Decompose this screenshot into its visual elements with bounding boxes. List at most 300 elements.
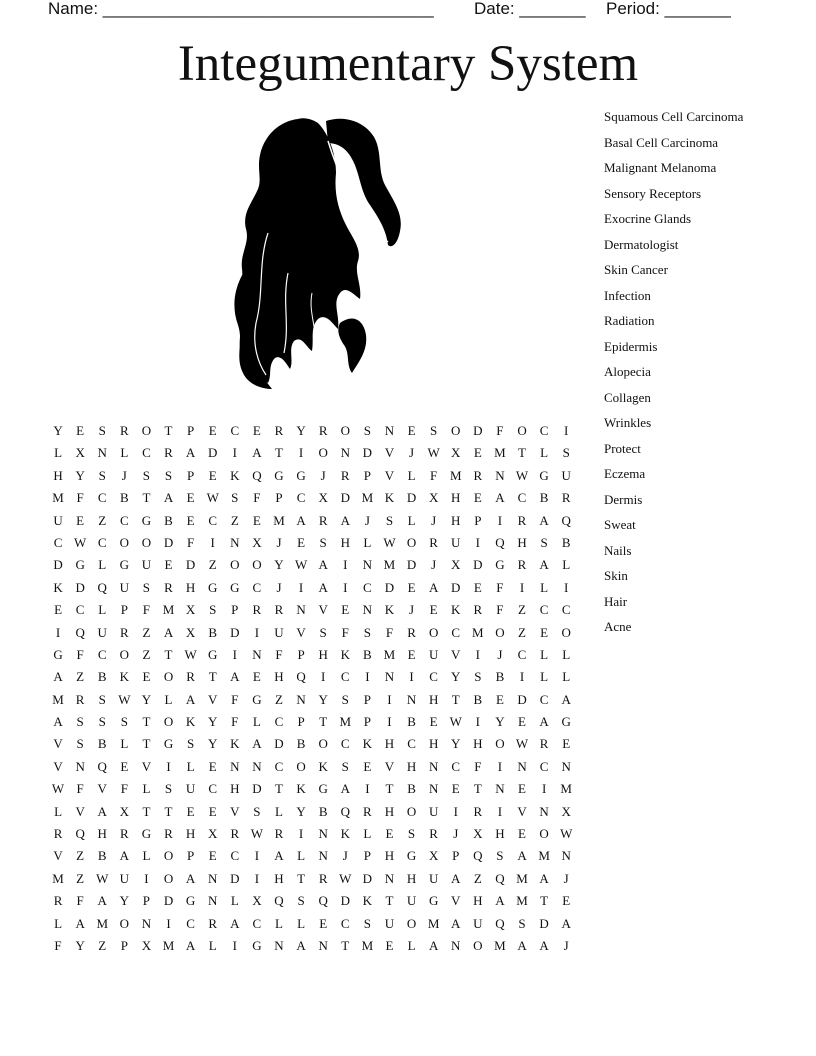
grid-letter[interactable]: Z — [230, 512, 239, 528]
grid-letter[interactable]: E — [252, 423, 261, 438]
grid-letter[interactable]: F — [54, 937, 62, 953]
grid-letter[interactable]: N — [539, 803, 549, 819]
grid-letter[interactable]: U — [473, 915, 483, 931]
grid-letter[interactable]: N — [252, 758, 262, 774]
grid-letter[interactable]: C — [340, 669, 350, 685]
grid-letter[interactable]: L — [98, 557, 107, 573]
grid-letter[interactable]: G — [75, 557, 85, 573]
grid-letter[interactable]: A — [252, 445, 262, 461]
grid-letter[interactable]: E — [252, 669, 261, 685]
grid-letter[interactable]: L — [98, 602, 107, 618]
grid-letter[interactable]: T — [341, 937, 350, 953]
grid-letter[interactable]: K — [230, 736, 240, 752]
grid-letter[interactable]: T — [164, 423, 173, 438]
grid-letter[interactable]: Q — [75, 826, 85, 842]
grid-letter[interactable]: V — [384, 758, 395, 774]
grid-letter[interactable]: E — [451, 781, 460, 797]
grid-letter[interactable]: O — [495, 624, 505, 640]
grid-letter[interactable]: N — [428, 781, 439, 797]
grid-letter[interactable]: E — [407, 579, 416, 595]
grid-letter[interactable]: W — [51, 781, 65, 797]
grid-letter[interactable]: I — [365, 781, 370, 797]
grid-letter[interactable]: M — [52, 870, 64, 886]
grid-letter[interactable]: L — [275, 803, 283, 819]
grid-letter[interactable]: I — [564, 423, 569, 438]
grid-letter[interactable]: R — [561, 490, 571, 506]
grid-letter[interactable]: I — [541, 781, 547, 797]
grid-letter[interactable]: R — [318, 870, 328, 886]
word-search-grid[interactable] — [47, 420, 577, 957]
grid-letter[interactable]: I — [475, 646, 480, 662]
grid-letter[interactable]: N — [296, 691, 306, 707]
grid-letter[interactable]: L — [230, 893, 239, 909]
grid-letter[interactable]: E — [54, 602, 63, 618]
grid-letter[interactable]: N — [230, 534, 240, 550]
grid-letter[interactable]: D — [451, 579, 461, 595]
grid-letter[interactable]: G — [252, 937, 262, 953]
grid-letter[interactable]: A — [185, 691, 196, 707]
grid-letter[interactable]: A — [340, 781, 350, 797]
grid-letter[interactable]: A — [495, 490, 505, 506]
grid-letter[interactable]: L — [562, 557, 571, 573]
grid-letter[interactable]: H — [230, 781, 240, 797]
grid-letter[interactable]: H — [274, 870, 284, 886]
grid-letter[interactable]: S — [319, 534, 327, 550]
grid-letter[interactable]: E — [562, 736, 571, 752]
grid-letter[interactable]: V — [97, 781, 107, 797]
grid-letter[interactable]: V — [53, 848, 63, 864]
grid-letter[interactable]: P — [186, 467, 195, 483]
grid-letter[interactable]: Z — [98, 512, 107, 528]
grid-letter[interactable]: G — [141, 826, 152, 842]
grid-letter[interactable]: T — [142, 714, 151, 730]
grid-letter[interactable]: W — [184, 646, 197, 662]
grid-letter[interactable]: R — [429, 826, 438, 842]
grid-letter[interactable]: R — [517, 557, 527, 573]
grid-letter[interactable]: C — [186, 915, 195, 931]
grid-letter[interactable]: T — [164, 803, 173, 819]
grid-letter[interactable]: W — [96, 870, 109, 886]
grid-letter[interactable]: B — [318, 803, 328, 819]
grid-letter[interactable]: R — [340, 467, 350, 483]
grid-letter[interactable]: U — [97, 624, 107, 640]
grid-letter[interactable]: J — [409, 445, 415, 461]
grid-letter[interactable]: M — [52, 691, 64, 707]
grid-letter[interactable]: S — [164, 781, 173, 797]
grid-letter[interactable]: Y — [274, 557, 284, 573]
grid-letter[interactable]: F — [76, 490, 84, 506]
grid-letter[interactable]: R — [164, 445, 173, 461]
grid-letter[interactable]: I — [254, 624, 260, 640]
grid-letter[interactable]: R — [75, 691, 85, 707]
grid-letter[interactable]: S — [562, 445, 570, 461]
grid-letter[interactable]: L — [540, 646, 549, 662]
grid-letter[interactable]: O — [318, 736, 328, 752]
grid-letter[interactable]: H — [274, 669, 284, 685]
grid-letter[interactable]: E — [473, 579, 482, 595]
grid-letter[interactable]: G — [495, 557, 505, 573]
grid-letter[interactable]: W — [118, 691, 131, 707]
grid-letter[interactable]: A — [561, 691, 571, 707]
grid-letter[interactable]: O — [119, 915, 130, 931]
grid-letter[interactable]: M — [494, 445, 506, 461]
grid-letter[interactable]: X — [119, 803, 130, 819]
grid-letter[interactable]: X — [561, 803, 571, 819]
grid-letter[interactable]: F — [496, 602, 504, 618]
grid-letter[interactable]: A — [185, 445, 196, 461]
grid-letter[interactable]: T — [164, 646, 173, 662]
grid-letter[interactable]: N — [230, 758, 240, 774]
grid-letter[interactable]: Z — [76, 848, 85, 864]
grid-letter[interactable]: F — [120, 781, 128, 797]
grid-letter[interactable]: D — [517, 691, 527, 707]
grid-letter[interactable]: O — [318, 445, 328, 461]
grid-letter[interactable]: O — [163, 669, 174, 685]
grid-letter[interactable]: O — [561, 624, 571, 640]
grid-letter[interactable]: U — [451, 534, 461, 550]
grid-letter[interactable]: J — [563, 937, 569, 953]
grid-letter[interactable]: A — [451, 915, 461, 931]
grid-letter[interactable]: A — [539, 937, 549, 953]
grid-letter[interactable]: E — [120, 758, 129, 774]
grid-letter[interactable]: D — [340, 490, 350, 506]
grid-letter[interactable]: F — [76, 893, 84, 909]
grid-letter[interactable]: O — [539, 826, 549, 842]
grid-letter[interactable]: K — [362, 893, 373, 909]
grid-letter[interactable]: I — [298, 445, 304, 461]
grid-letter[interactable]: M — [361, 937, 374, 953]
grid-letter[interactable]: P — [231, 602, 239, 618]
grid-letter[interactable]: H — [451, 512, 461, 528]
grid-letter[interactable]: Q — [75, 624, 85, 640]
grid-letter[interactable]: L — [186, 758, 195, 774]
grid-letter[interactable]: N — [208, 870, 218, 886]
grid-letter[interactable]: I — [365, 669, 370, 685]
grid-letter[interactable]: U — [428, 803, 439, 819]
grid-letter[interactable]: O — [163, 870, 174, 886]
grid-letter[interactable]: R — [473, 803, 483, 819]
grid-letter[interactable]: I — [475, 534, 480, 550]
grid-letter[interactable]: N — [561, 758, 571, 774]
grid-letter[interactable]: W — [560, 826, 573, 842]
grid-letter[interactable]: W — [515, 736, 529, 752]
grid-letter[interactable]: S — [540, 534, 548, 550]
grid-letter[interactable]: E — [473, 490, 482, 506]
grid-letter[interactable]: V — [384, 445, 395, 461]
grid-letter[interactable]: C — [517, 490, 527, 506]
grid-letter[interactable]: P — [186, 848, 195, 864]
grid-letter[interactable]: F — [76, 646, 84, 662]
grid-letter[interactable]: N — [495, 781, 505, 797]
grid-letter[interactable]: E — [186, 512, 195, 528]
grid-letter[interactable]: A — [230, 915, 240, 931]
grid-letter[interactable]: K — [185, 714, 196, 730]
grid-letter[interactable]: D — [185, 557, 196, 573]
grid-letter[interactable]: X — [473, 826, 483, 842]
grid-letter[interactable]: P — [474, 512, 482, 528]
grid-letter[interactable]: Q — [274, 893, 284, 909]
grid-letter[interactable]: G — [428, 893, 439, 909]
grid-letter[interactable]: P — [363, 467, 371, 483]
grid-letter[interactable]: J — [276, 534, 282, 550]
grid-letter[interactable]: P — [452, 848, 460, 864]
grid-letter[interactable]: J — [276, 579, 282, 595]
grid-letter[interactable]: P — [142, 893, 151, 909]
grid-letter[interactable]: D — [230, 870, 240, 886]
grid-letter[interactable]: E — [473, 445, 482, 461]
grid-letter[interactable]: E — [518, 781, 526, 797]
grid-letter[interactable]: E — [385, 826, 394, 842]
grid-letter[interactable]: O — [119, 534, 130, 550]
grid-letter[interactable]: L — [164, 691, 173, 707]
grid-letter[interactable]: D — [362, 870, 373, 886]
grid-letter[interactable]: E — [297, 534, 306, 550]
grid-letter[interactable]: S — [430, 423, 438, 438]
grid-letter[interactable]: C — [119, 512, 129, 528]
grid-letter[interactable]: L — [142, 848, 151, 864]
grid-letter[interactable]: Y — [75, 467, 85, 483]
grid-letter[interactable]: R — [208, 915, 218, 931]
grid-letter[interactable]: K — [230, 467, 240, 483]
grid-letter[interactable]: B — [539, 490, 549, 506]
grid-letter[interactable]: Z — [208, 557, 217, 573]
grid-letter[interactable]: H — [185, 826, 196, 842]
grid-letter[interactable]: X — [185, 602, 196, 618]
grid-letter[interactable]: Q — [296, 669, 306, 685]
grid-letter[interactable]: T — [319, 714, 328, 730]
grid-letter[interactable]: T — [208, 669, 217, 685]
grid-letter[interactable]: K — [119, 669, 130, 685]
grid-letter[interactable]: B — [97, 848, 107, 864]
grid-letter[interactable]: O — [495, 736, 505, 752]
grid-letter[interactable]: S — [98, 714, 106, 730]
grid-letter[interactable]: M — [361, 490, 374, 506]
grid-letter[interactable]: G — [296, 467, 306, 483]
grid-letter[interactable]: D — [230, 624, 240, 640]
grid-letter[interactable]: H — [473, 736, 483, 752]
grid-letter[interactable]: T — [385, 893, 394, 909]
grid-letter[interactable]: X — [318, 490, 328, 506]
grid-letter[interactable]: L — [407, 512, 416, 528]
grid-letter[interactable]: N — [274, 937, 284, 953]
grid-letter[interactable]: D — [75, 579, 85, 595]
grid-letter[interactable]: V — [141, 758, 152, 774]
grid-letter[interactable]: L — [540, 579, 549, 595]
grid-letter[interactable]: U — [119, 579, 130, 595]
grid-letter[interactable]: L — [407, 467, 416, 483]
grid-letter[interactable]: O — [119, 646, 130, 662]
grid-letter[interactable]: B — [407, 781, 416, 797]
grid-letter[interactable]: Z — [518, 624, 526, 640]
grid-letter[interactable]: B — [561, 534, 571, 550]
grid-letter[interactable]: I — [166, 915, 171, 931]
grid-letter[interactable]: R — [119, 423, 129, 438]
grid-letter[interactable]: N — [406, 691, 417, 707]
grid-letter[interactable]: P — [363, 848, 371, 864]
grid-letter[interactable]: F — [253, 490, 261, 506]
grid-letter[interactable]: O — [406, 803, 417, 819]
grid-letter[interactable]: G — [53, 646, 63, 662]
grid-letter[interactable]: K — [53, 579, 63, 595]
grid-letter[interactable]: R — [473, 467, 483, 483]
grid-letter[interactable]: M — [449, 467, 462, 483]
grid-letter[interactable]: R — [539, 736, 549, 752]
grid-letter[interactable]: C — [363, 579, 372, 595]
grid-letter[interactable]: U — [561, 467, 571, 483]
grid-letter[interactable]: N — [252, 646, 262, 662]
grid-letter[interactable]: R — [164, 826, 173, 842]
grid-letter[interactable]: S — [98, 691, 106, 707]
grid-letter[interactable]: N — [318, 826, 328, 842]
grid-letter[interactable]: X — [75, 445, 85, 461]
grid-letter[interactable]: P — [120, 602, 128, 618]
grid-letter[interactable]: G — [119, 557, 130, 573]
grid-letter[interactable]: R — [119, 826, 129, 842]
grid-letter[interactable]: D — [163, 534, 174, 550]
grid-letter[interactable]: W — [74, 534, 87, 550]
grid-letter[interactable]: C — [97, 490, 107, 506]
grid-letter[interactable]: A — [185, 870, 196, 886]
grid-letter[interactable]: D — [406, 557, 417, 573]
grid-letter[interactable]: E — [164, 557, 173, 573]
grid-letter[interactable]: E — [208, 803, 217, 819]
grid-letter[interactable]: T — [385, 781, 394, 797]
grid-letter[interactable]: R — [274, 602, 284, 618]
grid-letter[interactable]: W — [515, 467, 529, 483]
grid-letter[interactable]: S — [231, 490, 239, 506]
grid-letter[interactable]: J — [431, 557, 437, 573]
grid-letter[interactable]: N — [561, 848, 571, 864]
grid-letter[interactable]: I — [387, 691, 392, 707]
grid-letter[interactable]: M — [162, 602, 175, 618]
grid-letter[interactable]: E — [429, 602, 438, 618]
grid-letter[interactable]: U — [53, 512, 63, 528]
grid-letter[interactable]: Y — [451, 736, 461, 752]
date-field[interactable]: Date: _______ — [474, 0, 586, 18]
grid-letter[interactable]: H — [428, 691, 439, 707]
grid-letter[interactable]: U — [185, 781, 196, 797]
grid-letter[interactable]: Z — [76, 870, 85, 886]
grid-letter[interactable]: O — [406, 915, 417, 931]
grid-letter[interactable]: V — [230, 803, 240, 819]
grid-letter[interactable]: I — [298, 826, 304, 842]
grid-letter[interactable]: E — [341, 602, 350, 618]
grid-letter[interactable]: Z — [275, 691, 283, 707]
grid-letter[interactable]: E — [76, 512, 85, 528]
grid-letter[interactable]: X — [252, 534, 262, 550]
grid-letter[interactable]: N — [428, 758, 439, 774]
grid-letter[interactable]: C — [340, 915, 350, 931]
grid-letter[interactable]: V — [75, 803, 85, 819]
grid-letter[interactable]: A — [53, 714, 63, 730]
grid-letter[interactable]: I — [409, 669, 414, 685]
grid-letter[interactable]: Y — [296, 423, 306, 438]
grid-letter[interactable]: W — [206, 490, 219, 506]
grid-letter[interactable]: G — [163, 736, 174, 752]
grid-letter[interactable]: Q — [252, 467, 262, 483]
grid-letter[interactable]: R — [119, 624, 129, 640]
grid-letter[interactable]: C — [274, 714, 284, 730]
grid-letter[interactable]: E — [142, 669, 151, 685]
grid-letter[interactable]: M — [494, 937, 506, 953]
grid-letter[interactable]: V — [451, 893, 461, 909]
grid-letter[interactable]: F — [430, 467, 438, 483]
grid-letter[interactable]: L — [363, 534, 372, 550]
grid-letter[interactable]: S — [518, 915, 526, 931]
grid-letter[interactable]: E — [407, 423, 416, 438]
grid-letter[interactable]: X — [185, 624, 196, 640]
grid-letter[interactable]: C — [274, 758, 284, 774]
grid-letter[interactable]: B — [97, 736, 107, 752]
grid-letter[interactable]: E — [385, 937, 394, 953]
grid-letter[interactable]: L — [54, 445, 63, 461]
grid-letter[interactable]: J — [431, 512, 437, 528]
grid-letter[interactable]: I — [254, 870, 260, 886]
grid-letter[interactable]: N — [318, 848, 328, 864]
grid-letter[interactable]: E — [252, 512, 261, 528]
grid-letter[interactable]: I — [321, 669, 326, 685]
grid-letter[interactable]: L — [297, 848, 306, 864]
grid-letter[interactable]: N — [340, 445, 350, 461]
grid-letter[interactable]: G — [252, 691, 262, 707]
grid-letter[interactable]: I — [298, 579, 304, 595]
grid-letter[interactable]: M — [383, 646, 396, 662]
grid-letter[interactable]: G — [539, 467, 549, 483]
grid-letter[interactable]: G — [318, 781, 328, 797]
grid-letter[interactable]: K — [362, 736, 373, 752]
grid-letter[interactable]: R — [53, 826, 63, 842]
grid-letter[interactable]: A — [517, 937, 527, 953]
grid-letter[interactable]: B — [164, 512, 173, 528]
grid-letter[interactable]: H — [495, 826, 505, 842]
grid-letter[interactable]: W — [250, 826, 264, 842]
grid-letter[interactable]: H — [406, 758, 417, 774]
grid-letter[interactable]: S — [142, 579, 151, 595]
grid-letter[interactable]: M — [538, 848, 550, 864]
grid-letter[interactable]: T — [451, 691, 460, 707]
grid-letter[interactable]: A — [340, 512, 350, 528]
grid-letter[interactable]: N — [208, 893, 218, 909]
grid-letter[interactable]: J — [364, 512, 370, 528]
grid-letter[interactable]: P — [363, 691, 371, 707]
grid-letter[interactable]: V — [318, 602, 328, 618]
grid-letter[interactable]: A — [230, 669, 240, 685]
grid-letter[interactable]: N — [384, 870, 395, 886]
grid-letter[interactable]: G — [274, 467, 284, 483]
grid-letter[interactable]: T — [142, 803, 151, 819]
grid-letter[interactable]: I — [343, 579, 348, 595]
grid-letter[interactable]: Y — [141, 691, 152, 707]
grid-letter[interactable]: T — [473, 781, 482, 797]
grid-letter[interactable]: C — [252, 915, 262, 931]
grid-letter[interactable]: A — [539, 557, 549, 573]
grid-letter[interactable]: C — [296, 490, 306, 506]
grid-letter[interactable]: D — [362, 445, 373, 461]
grid-letter[interactable]: Y — [53, 423, 63, 438]
grid-letter[interactable]: A — [97, 803, 107, 819]
grid-letter[interactable]: F — [231, 714, 239, 730]
grid-letter[interactable]: S — [363, 915, 371, 931]
grid-letter[interactable]: Y — [495, 714, 505, 730]
grid-letter[interactable]: G — [208, 579, 218, 595]
grid-letter[interactable]: C — [75, 602, 85, 618]
grid-letter[interactable]: I — [232, 646, 237, 662]
grid-letter[interactable]: I — [475, 714, 480, 730]
grid-letter[interactable]: R — [230, 826, 240, 842]
grid-letter[interactable]: U — [119, 870, 130, 886]
grid-letter[interactable]: E — [76, 423, 85, 438]
grid-letter[interactable]: H — [384, 848, 395, 864]
